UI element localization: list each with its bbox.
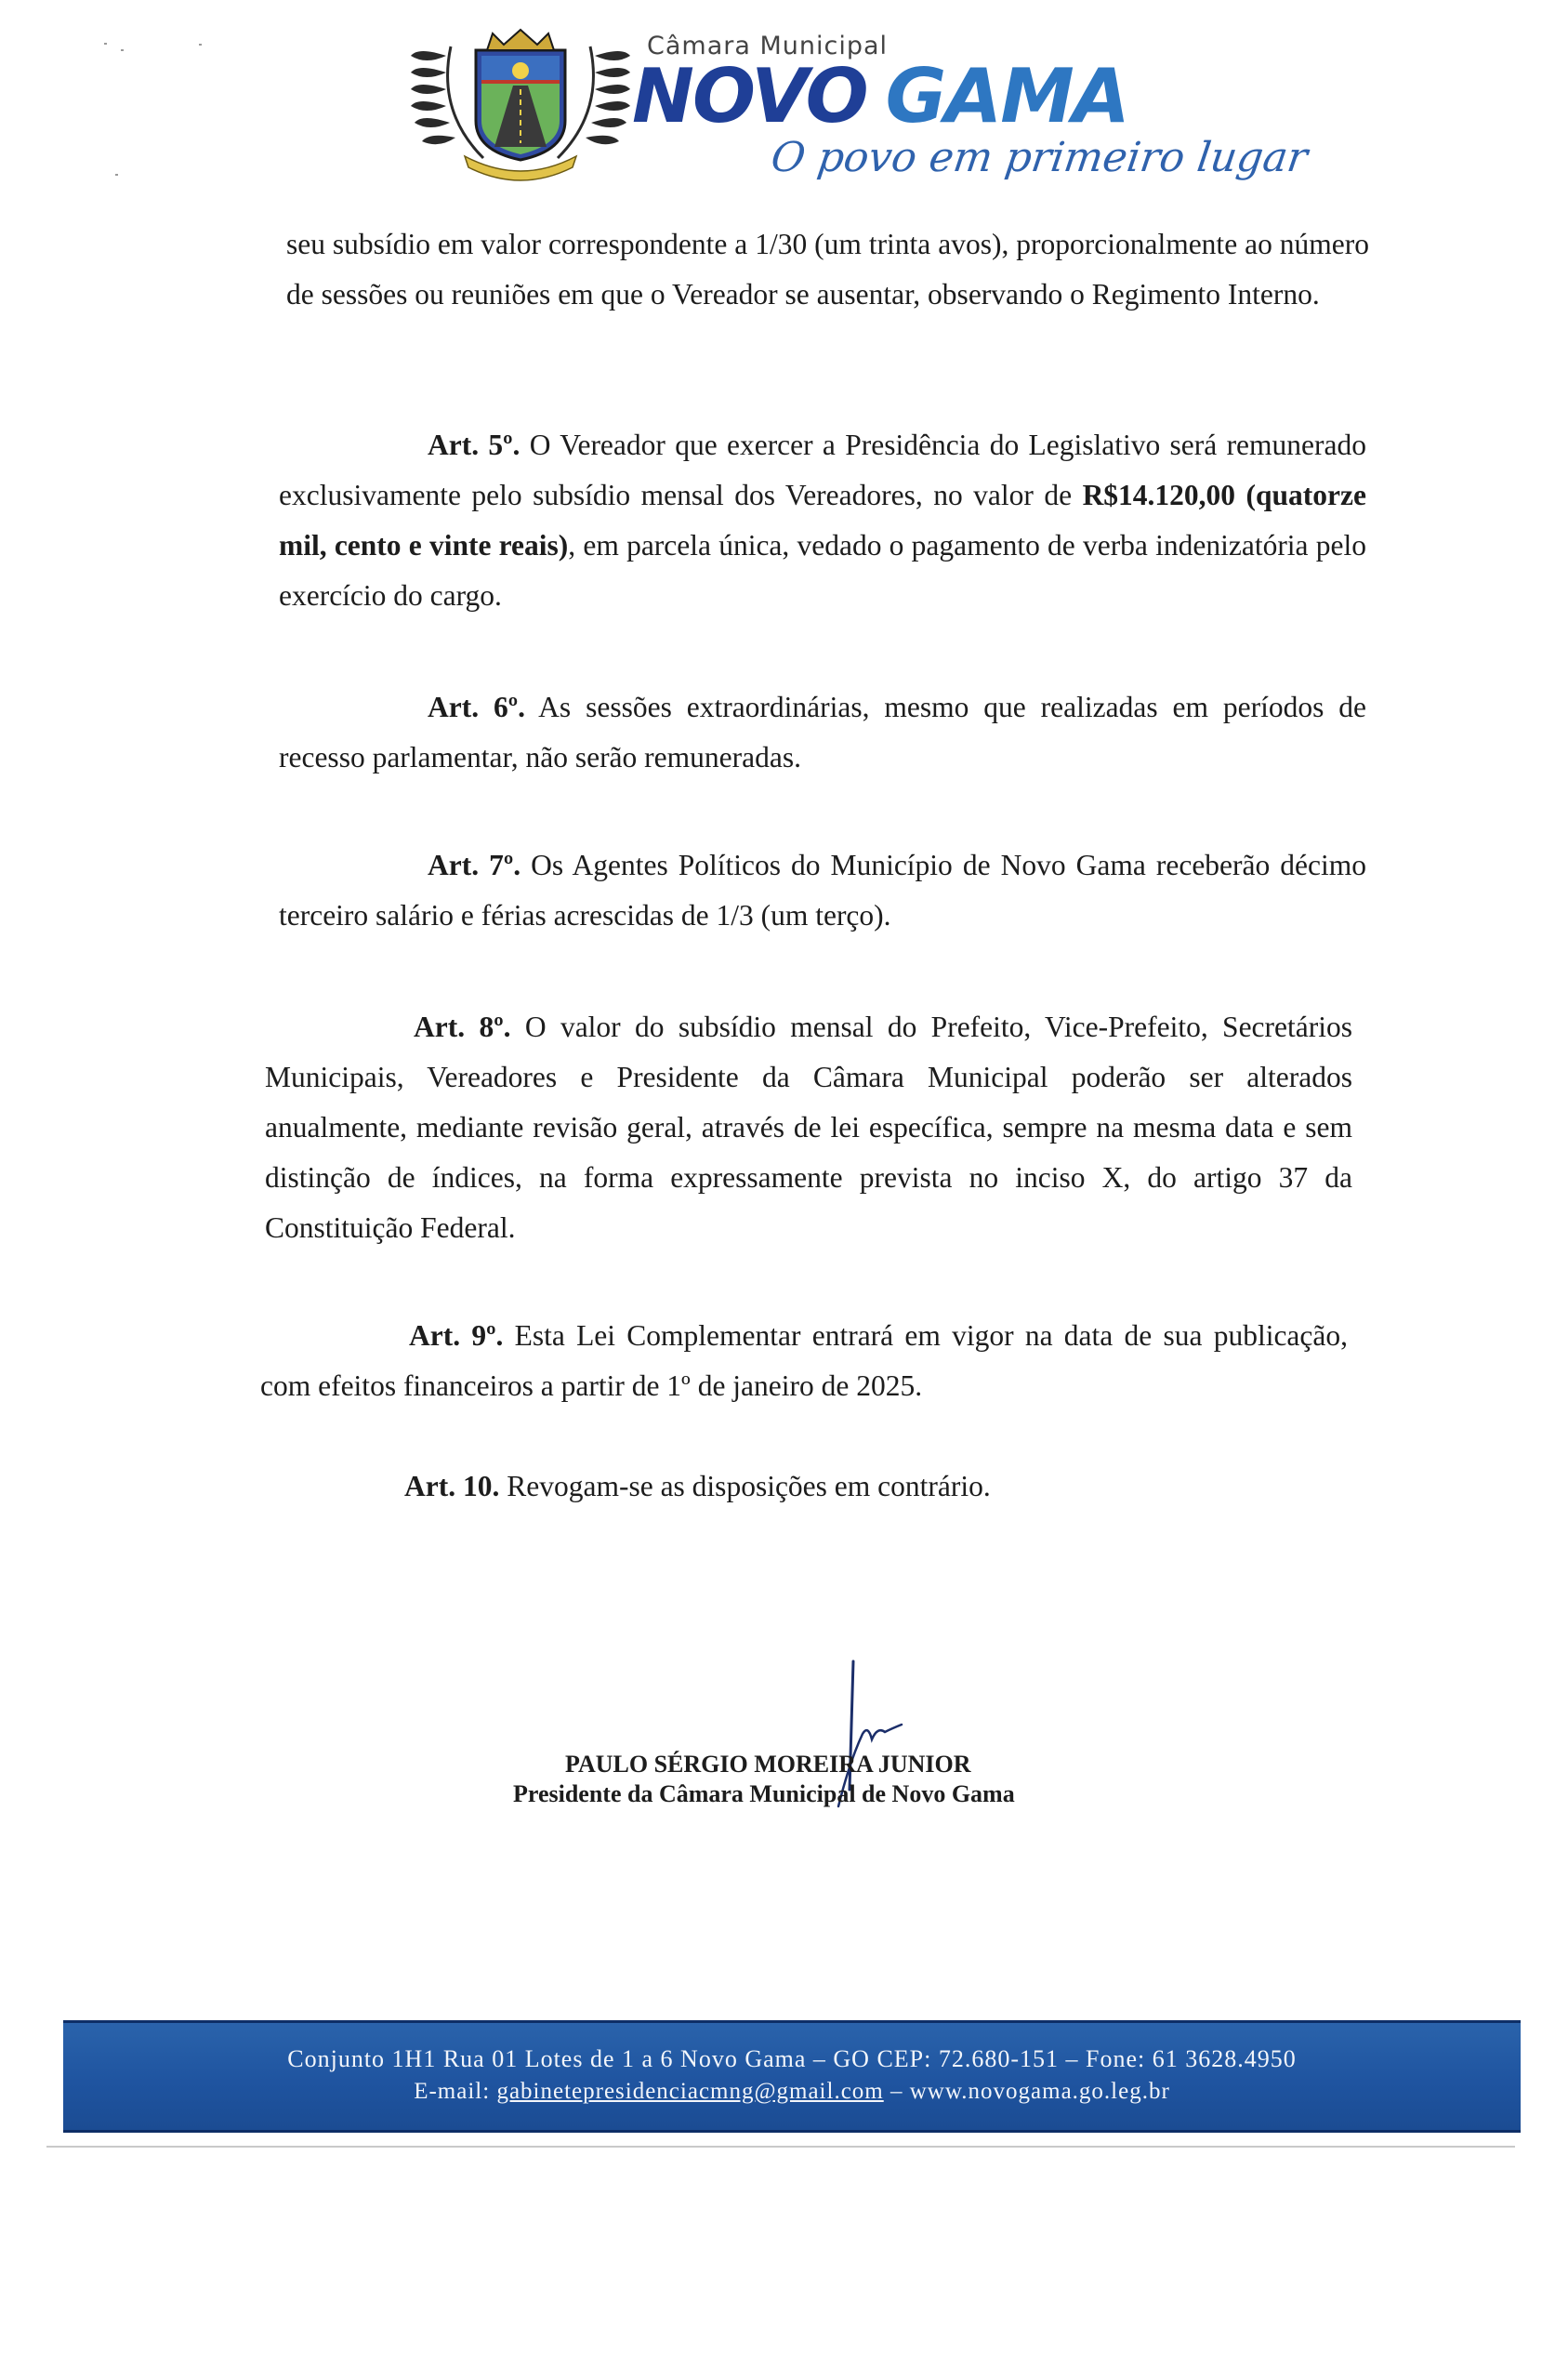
footer-band <box>63 2020 1521 2133</box>
article-text: Os Agentes Políticos do Município de Novo Gama receberão décimo terceiro salário e férias acrescidas de 1/3 (um terço). <box>279 849 1366 932</box>
article-label: Art. 8º. <box>414 1011 511 1043</box>
article-text: O valor do subsídio mensal do Prefeito, Vice-Prefeito, Secretários Municipais, Vereadores e Presidente da Câmara Municipal poderão ser alterados anualmente, mediante revisão geral, através de lei específica, sempre na mesma data e sem distinção de índices, na forma expressamente prevista no inciso X, do artigo 37 da Constituição Federal. <box>265 1011 1352 1244</box>
bottom-divider <box>46 2146 1515 2148</box>
article-label: Art. 5º. <box>428 429 521 461</box>
brand-name-part2: GAMA <box>885 53 1128 139</box>
coat-of-arms-emblem <box>409 28 641 186</box>
website-link[interactable]: www.novogama.go.leg.br <box>909 2079 1170 2104</box>
signatory-name: PAULO SÉRGIO MOREIRA JUNIOR <box>565 1751 971 1778</box>
article-label: Art. 6º. <box>428 691 526 723</box>
article-text: As sessões extraordinárias, mesmo que realizadas em períodos de recesso parlamentar, não serão remuneradas. <box>279 691 1366 774</box>
article-6 <box>279 682 1366 783</box>
email-label: E-mail: <box>414 2079 491 2104</box>
article-text-end: , em parcela única, vedado o pagamento de verba indenizatória pelo exercício do cargo. <box>279 529 1366 612</box>
article-5 <box>279 420 1366 621</box>
brand-name-part1: NOVO <box>632 53 867 139</box>
footer-address: Conjunto 1H1 Rua 01 Lotes de 1 a 6 Novo Gama – GO CEP: 72.680-151 – Fone: 61 3628.4950 <box>287 2045 1297 2072</box>
article-text: Revogam-se as disposições em contrário. <box>499 1470 991 1502</box>
website-separator: – <box>883 2079 910 2104</box>
brand-name <box>632 53 1128 139</box>
article-label: Art. 10. <box>404 1470 500 1502</box>
footer-contact <box>63 2079 1521 2105</box>
article-7 <box>279 840 1366 941</box>
email-link[interactable]: gabinetepresidenciacmng@gmail.com <box>496 2079 884 2104</box>
article-label: Art. 9º. <box>409 1319 504 1352</box>
article-8 <box>265 1002 1352 1253</box>
chamber-label: Câmara Municipal <box>647 32 889 60</box>
article-label: Art. 7º. <box>428 849 521 881</box>
continuation-paragraph: seu subsídio em valor correspondente a 1/30 (um trinta avos), proporcionalmente ao número de sessões ou reuniões em que o Vereador se ausentar, observando o Regimento Interno. <box>286 228 1369 311</box>
article-10 <box>256 1461 1343 1512</box>
letterhead <box>409 28 1311 186</box>
article-text: Esta Lei Complementar entrará em vigor na data de sua publicação, com efeitos financeiros a partir de 1º de janeiro de 2025. <box>260 1319 1348 1402</box>
article-amount: R$14.120,00 (quatorze mil, cento e vinte reais) <box>279 479 1366 562</box>
brand-slogan: O povo em primeiro lugar <box>768 134 1311 181</box>
signatory-role: Presidente da Câmara Municipal de Novo Gama <box>513 1780 1015 1807</box>
article-text: O Vereador que exercer a Presidência do Legislativo será remunerado exclusivamente pelo subsídio mensal dos Vereadores, no valor de <box>279 429 1366 511</box>
article-9 <box>260 1311 1348 1411</box>
